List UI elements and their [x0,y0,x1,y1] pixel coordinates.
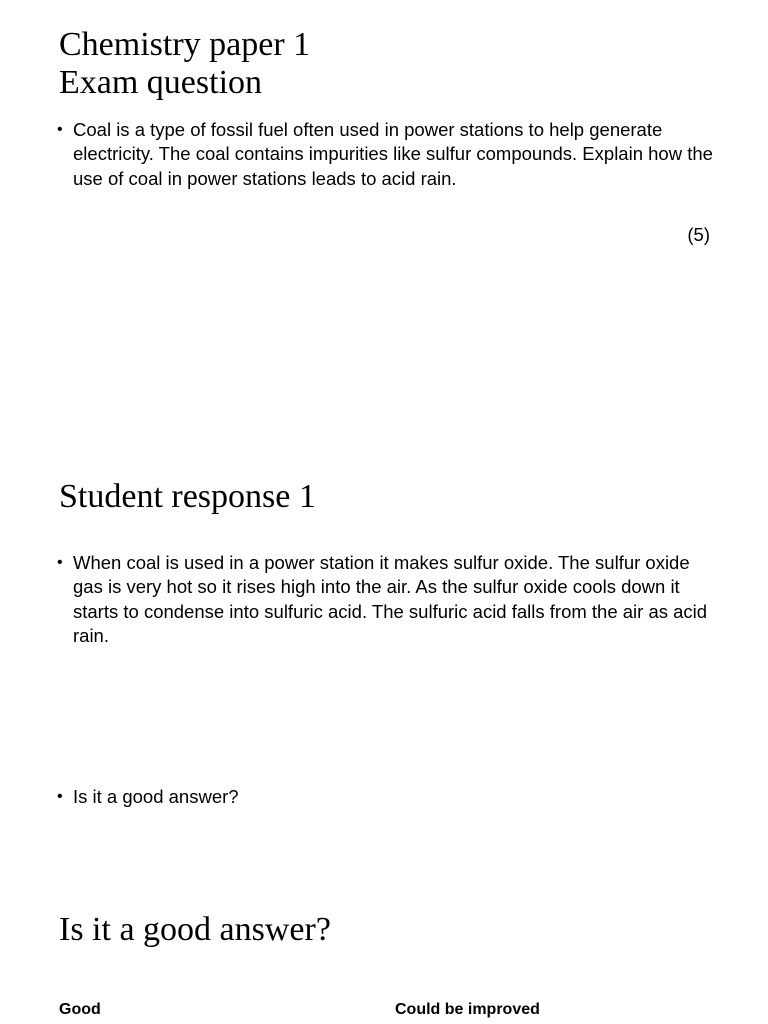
prompt-bullet [57,785,717,809]
bullet-icon: • [57,788,63,805]
title-line-2: Exam question [59,64,263,101]
student-response-title: Student response 1 [59,478,316,515]
question-text: Coal is a type of fossil fuel often used in power stations to help generate electricity. The coal contains impurities like sulfur compounds. Explain how the use of coal in power stations leads to acid rain. [73,119,713,189]
improve-column-heading: Could be improved [395,1001,540,1018]
bullet-icon: • [57,554,63,571]
exam-question-title [59,26,310,102]
prompt-text: Is it a good answer? [73,786,239,807]
marks-label: (5) [687,224,710,245]
prompt-list [57,785,717,809]
response-text: When coal is used in a power station it makes sulfur oxide. The sulfur oxide gas is very hot so it rises high into the air. As the sulfur oxide cools down it starts to condense into sulfuric acid. The sulfuric acid falls from the air as acid rain. [73,552,708,647]
question-bullet [57,118,717,191]
good-column-heading: Good [59,1001,101,1018]
response-bullet [57,551,717,649]
bullet-icon: • [57,121,63,138]
title-line-1: Chemistry paper 1 [59,26,311,63]
evaluation-title: Is it a good answer? [59,911,331,948]
response-list [57,551,717,649]
question-list [57,118,717,191]
